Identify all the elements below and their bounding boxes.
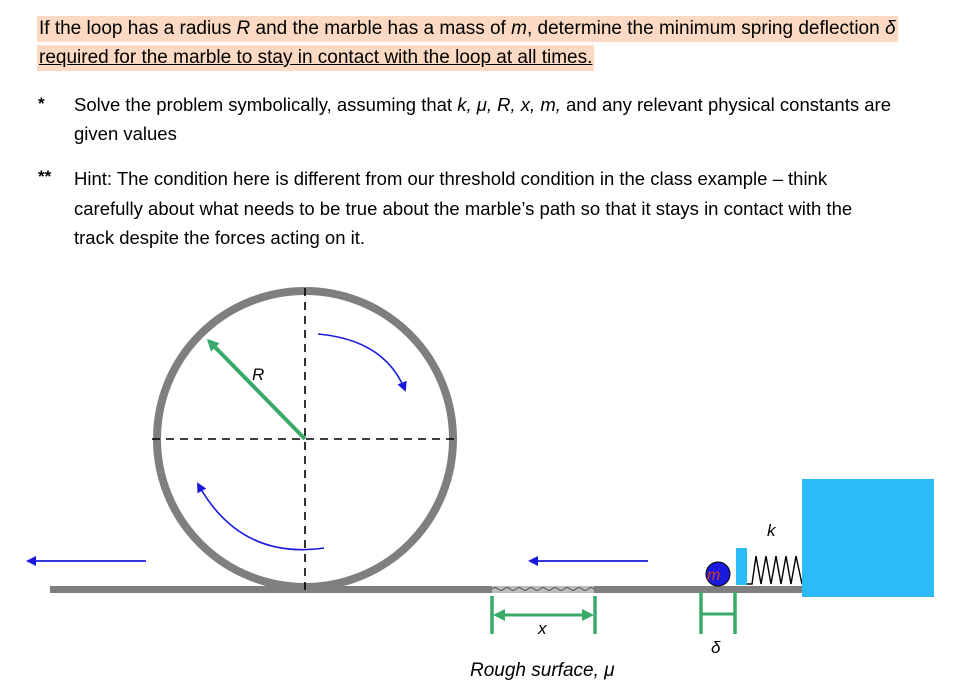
spring-plate <box>736 548 747 585</box>
note-2-line-3: track despite the forces acting on it. <box>74 227 366 248</box>
note-1-part-a: Solve the problem symbolically, assuming that <box>74 94 458 115</box>
note-2-line-2: carefully about what needs to be true about the marble’s path so that it stays in contact with the <box>74 198 853 219</box>
top-direction-arc <box>318 334 405 390</box>
q1-part-a: If the loop has a radius <box>39 18 237 39</box>
note-2-marker: ** <box>38 167 52 186</box>
q1-var-m: m <box>511 18 527 39</box>
note-1-marker: * <box>38 94 45 113</box>
note-1-vars: k, μ, R, x, m, <box>457 94 561 115</box>
marble-label: m <box>707 567 721 584</box>
delta-label: δ <box>711 638 721 657</box>
note-1-line-2: given values <box>74 123 177 144</box>
ground-track <box>50 586 802 593</box>
question-line-2: required for the marble to stay in contact with the loop at all times. <box>37 45 594 71</box>
radius-label: R <box>252 365 265 384</box>
note-2-line-1: Hint: The condition here is different from our threshold condition in the class example – think <box>74 168 828 189</box>
spring-constant-label: k <box>767 521 776 540</box>
x-label: x <box>538 619 547 638</box>
spring <box>747 556 802 584</box>
q1-var-delta: δ <box>884 18 896 39</box>
q1-part-c: , determine the minimum spring deflection <box>526 18 885 39</box>
radius-arrow <box>209 341 305 439</box>
q1-part-b: and the marble has a mass of <box>250 18 512 39</box>
rough-surface-caption: Rough surface, μ <box>470 660 615 681</box>
wall-block <box>802 479 934 597</box>
note-1-part-b: and any relevant physical constants are <box>560 94 891 115</box>
q1-var-R: R <box>236 18 251 39</box>
